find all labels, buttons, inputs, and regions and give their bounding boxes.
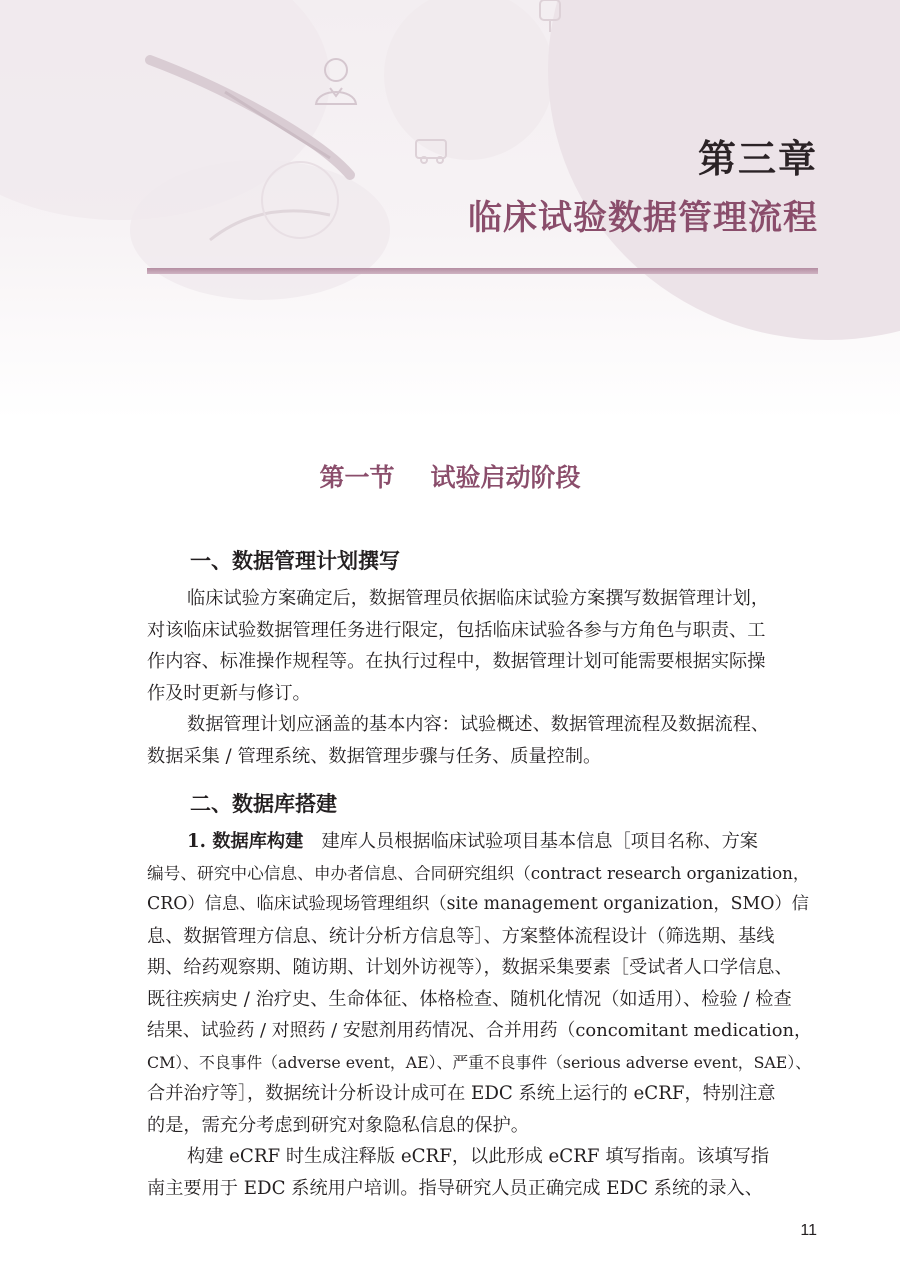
text-line: 的是，需充分考虑到研究对象隐私信息的保护。: [147, 1114, 529, 1136]
text-line: 构建 eCRF 时生成注释版 eCRF，以此形成 eCRF 填写指南。该填写指: [187, 1146, 770, 1167]
chapter-number: 第三章: [697, 137, 818, 181]
chapter-divider-rule: [147, 268, 818, 274]
text-line: 数据管理计划应涵盖的基本内容：试验概述、数据管理流程及数据流程、: [187, 714, 770, 735]
text-line: 作内容、标准操作规程等。在执行过程中，数据管理计划可能需要根据实际操: [147, 651, 766, 672]
paragraph-dmp-content: [147, 709, 818, 772]
text-run: 建库人员根据临床试验项目基本信息［项目名称、方案: [321, 831, 758, 852]
text-line: 既往疾病史 / 治疗史、生命体征、体格检查、随机化情况（如适用）、检验 / 检查: [147, 988, 792, 1010]
page-number: 11: [800, 1222, 817, 1239]
text-line: 对该临床试验数据管理任务进行限定，包括临床试验各参与方角色与职责、工: [147, 619, 766, 641]
section-title: [0, 458, 900, 494]
subsection-heading-2: 二、数据库搭建: [190, 792, 337, 816]
text-line: 合并治疗等］，数据统计分析设计成可在 EDC 系统上运行的 eCRF，特别注意: [147, 1083, 776, 1104]
ambulance-icon: [416, 140, 446, 163]
paragraph-ecrf: [147, 1141, 818, 1204]
text-line: 作及时更新与修订。: [147, 682, 311, 704]
text-line: [147, 826, 818, 858]
text-line: 临床试验方案确定后，数据管理员依据临床试验方案撰写数据管理计划，: [187, 588, 770, 609]
text-line: 数据采集 / 管理系统、数据管理步骤与任务、质量控制。: [147, 745, 602, 767]
item-label: 1. 数据库构建: [187, 831, 304, 852]
text-line: 编号、研究中心信息、申办者信息、合同研究组织（contract research organization，: [147, 862, 810, 883]
chapter-title: 临床试验数据管理流程: [468, 198, 818, 238]
text-line: CRO）信息、临床试验现场管理组织（site management organization，SMO）信: [147, 894, 809, 914]
text-line: 息、数据管理方信息、统计分析方信息等］、方案整体流程设计（筛选期、基线: [147, 925, 775, 947]
subsection-heading-1: 一、数据管理计划撰写: [190, 549, 400, 573]
text-line: 期、给药观察期、随访期、计划外访视等），数据采集要素［受试者人口学信息、: [147, 957, 793, 978]
text-line: 南主要用于 EDC 系统用户培训。指导研究人员正确完成 EDC 系统的录入、: [147, 1177, 763, 1199]
text-line: CM）、不良事件（adverse event，AE）、严重不良事件（serious adverse event，SAE）、: [147, 1052, 812, 1072]
paragraph-database-build: [147, 826, 818, 1141]
paragraph-dmp-intro: [147, 583, 818, 709]
section-name: 试验启动阶段: [430, 463, 581, 492]
iv-bag-icon: [540, 0, 560, 32]
section-number: 第一节: [319, 463, 395, 492]
text-line: 结果、试验药 / 对照药 / 安慰剂用药情况、合并用药（concomitant medication，: [147, 1020, 812, 1041]
